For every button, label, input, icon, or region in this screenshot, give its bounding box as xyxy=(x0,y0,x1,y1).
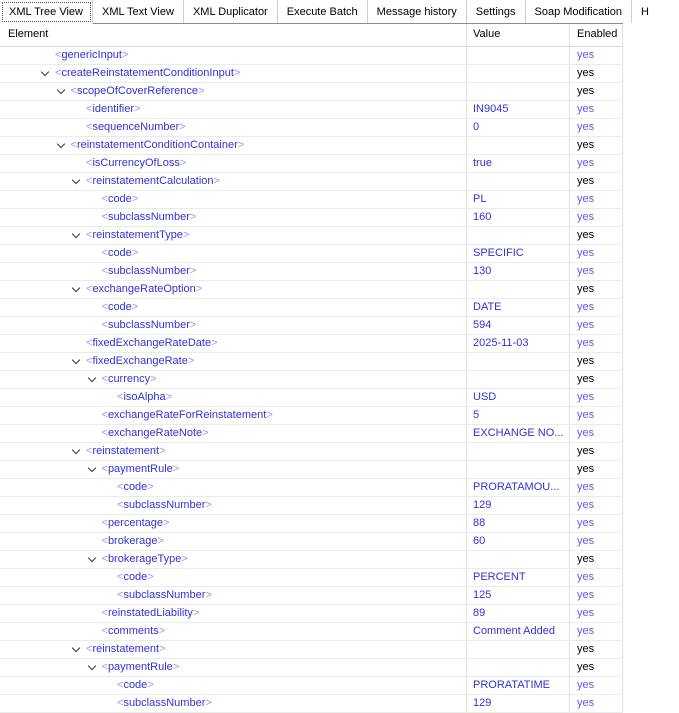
collapse-chevron-icon[interactable] xyxy=(87,666,102,669)
tree-rows xyxy=(0,47,623,713)
tree-row xyxy=(0,641,623,659)
enabled-cell[interactable]: yes xyxy=(570,191,623,208)
enabled-cell[interactable]: yes xyxy=(570,209,623,226)
value-cell[interactable]: EXCHANGE NO... xyxy=(467,425,570,442)
tree-row xyxy=(0,371,623,389)
tree-row xyxy=(0,227,623,245)
enabled-cell[interactable]: yes xyxy=(570,137,623,154)
value-cell[interactable]: 594 xyxy=(467,317,570,334)
value-cell[interactable]: PRORATAMOU... xyxy=(467,479,570,496)
tree-row xyxy=(0,587,623,605)
chevron-down-icon xyxy=(72,356,80,364)
element-cell xyxy=(0,353,467,370)
enabled-cell[interactable]: yes xyxy=(570,677,623,694)
xml-tree-table xyxy=(0,24,623,713)
element-tag[interactable]: <subclassNumber> xyxy=(101,211,197,223)
value-cell[interactable] xyxy=(467,47,570,64)
collapse-chevron-icon[interactable] xyxy=(87,378,102,381)
value-cell[interactable] xyxy=(467,227,570,244)
tree-row xyxy=(0,245,623,263)
enabled-cell[interactable]: yes xyxy=(570,659,623,676)
tree-row xyxy=(0,317,623,335)
enabled-cell[interactable]: yes xyxy=(570,281,623,298)
element-cell xyxy=(0,47,467,64)
value-cell[interactable]: 129 xyxy=(467,497,570,514)
enabled-cell[interactable]: yes xyxy=(570,641,623,658)
table-header xyxy=(0,24,623,47)
chevron-down-icon xyxy=(41,68,49,76)
collapse-chevron-icon[interactable] xyxy=(87,558,102,561)
tab-xml-tree-view[interactable]: XML Tree View xyxy=(0,0,93,24)
element-cell xyxy=(0,461,467,478)
tree-row xyxy=(0,65,623,83)
value-cell[interactable]: 2025-11-03 xyxy=(467,335,570,352)
tree-row xyxy=(0,83,623,101)
element-cell xyxy=(0,479,467,496)
value-cell[interactable]: 129 xyxy=(467,695,570,712)
element-tag[interactable]: <createReinstatementConditionInput> xyxy=(55,67,241,79)
element-cell xyxy=(0,155,467,172)
chevron-down-icon xyxy=(87,374,95,382)
element-tag[interactable]: <currency> xyxy=(101,373,157,385)
element-tag[interactable]: <code> xyxy=(101,247,139,259)
tree-row xyxy=(0,677,623,695)
column-header-enabled[interactable]: Enabled xyxy=(570,24,623,46)
enabled-cell[interactable]: yes xyxy=(570,605,623,622)
enabled-cell[interactable]: yes xyxy=(570,47,623,64)
tree-row xyxy=(0,407,623,425)
value-cell[interactable] xyxy=(467,371,570,388)
tree-row xyxy=(0,209,623,227)
tree-row xyxy=(0,299,623,317)
chevron-down-icon xyxy=(56,86,64,94)
value-cell[interactable]: SPECIFIC xyxy=(467,245,570,262)
tree-row xyxy=(0,479,623,497)
chevron-down-icon xyxy=(72,644,80,652)
element-tag[interactable]: <code> xyxy=(117,481,154,493)
collapse-chevron-icon[interactable] xyxy=(40,72,55,75)
chevron-down-icon xyxy=(72,284,80,292)
collapse-chevron-icon[interactable] xyxy=(71,180,86,183)
tab-h[interactable]: H xyxy=(632,0,679,23)
value-cell[interactable]: 160 xyxy=(467,209,570,226)
element-cell xyxy=(0,425,467,442)
tree-row xyxy=(0,47,623,65)
tab-xml-text-view[interactable]: XML Text View xyxy=(93,0,184,23)
element-tag[interactable]: <subclassNumber> xyxy=(117,589,212,601)
element-cell xyxy=(0,443,467,460)
value-cell[interactable] xyxy=(467,353,570,370)
tree-row xyxy=(0,695,623,713)
element-tag[interactable]: <reinstatementType> xyxy=(86,229,190,241)
element-cell xyxy=(0,515,467,532)
element-tag[interactable]: <fixedExchangeRate> xyxy=(86,355,195,367)
element-cell xyxy=(0,209,467,226)
column-header-value[interactable]: Value xyxy=(467,24,570,46)
element-tag[interactable]: <reinstatementConditionContainer> xyxy=(70,139,245,151)
chevron-down-icon xyxy=(87,554,95,562)
element-tag[interactable]: <sequenceNumber> xyxy=(86,121,186,133)
tree-row xyxy=(0,263,623,281)
element-tag[interactable]: <exchangeRateNote> xyxy=(101,427,209,439)
tree-row xyxy=(0,173,623,191)
enabled-cell[interactable]: yes xyxy=(570,371,623,388)
element-tag[interactable]: <subclassNumber> xyxy=(117,697,212,709)
enabled-cell[interactable]: yes xyxy=(570,317,623,334)
chevron-down-icon xyxy=(72,446,80,454)
tree-row xyxy=(0,623,623,641)
element-cell xyxy=(0,65,467,82)
element-tag[interactable]: <exchangeRateOption> xyxy=(86,283,203,295)
value-cell[interactable] xyxy=(467,137,570,154)
value-cell[interactable]: 125 xyxy=(467,587,570,604)
element-tag[interactable]: <percentage> xyxy=(101,517,170,529)
enabled-cell[interactable]: yes xyxy=(570,155,623,172)
enabled-cell[interactable]: yes xyxy=(570,227,623,244)
tree-row xyxy=(0,605,623,623)
value-cell[interactable] xyxy=(467,551,570,568)
enabled-cell[interactable]: yes xyxy=(570,569,623,586)
value-cell[interactable]: 88 xyxy=(467,515,570,532)
value-cell[interactable]: PL xyxy=(467,191,570,208)
tab-settings[interactable]: Settings xyxy=(467,0,526,23)
enabled-cell[interactable]: yes xyxy=(570,353,623,370)
value-cell[interactable] xyxy=(467,281,570,298)
element-cell xyxy=(0,371,467,388)
collapse-chevron-icon[interactable] xyxy=(56,144,71,147)
enabled-cell[interactable]: yes xyxy=(570,101,623,118)
collapse-chevron-icon[interactable] xyxy=(71,234,86,237)
value-cell[interactable] xyxy=(467,659,570,676)
element-tag[interactable]: <subclassNumber> xyxy=(117,499,212,511)
element-tag[interactable]: <reinstatementCalculation> xyxy=(86,175,220,187)
element-cell xyxy=(0,263,467,280)
value-cell[interactable]: IN9045 xyxy=(467,101,570,118)
tree-row xyxy=(0,569,623,587)
element-cell xyxy=(0,659,467,676)
enabled-cell[interactable]: yes xyxy=(570,335,623,352)
element-cell xyxy=(0,299,467,316)
value-cell[interactable] xyxy=(467,173,570,190)
collapse-chevron-icon[interactable] xyxy=(71,648,86,651)
chevron-down-icon xyxy=(56,140,64,148)
element-tag[interactable]: <brokerageType> xyxy=(101,553,188,565)
tree-row xyxy=(0,497,623,515)
enabled-cell[interactable]: yes xyxy=(570,461,623,478)
enabled-cell[interactable]: yes xyxy=(570,407,623,424)
element-cell xyxy=(0,227,467,244)
element-cell xyxy=(0,551,467,568)
element-tag[interactable]: <fixedExchangeRateDate> xyxy=(86,337,218,349)
enabled-cell[interactable]: yes xyxy=(570,497,623,514)
tab-xml-duplicator[interactable]: XML Duplicator xyxy=(184,0,278,23)
chevron-down-icon xyxy=(72,176,80,184)
enabled-cell[interactable]: yes xyxy=(570,119,623,136)
tree-row xyxy=(0,191,623,209)
tree-row xyxy=(0,281,623,299)
element-cell xyxy=(0,137,467,154)
element-tag[interactable]: <comments> xyxy=(101,625,166,637)
element-cell xyxy=(0,695,467,712)
value-cell[interactable]: PERCENT xyxy=(467,569,570,586)
collapse-chevron-icon[interactable] xyxy=(71,450,86,453)
enabled-cell[interactable]: yes xyxy=(570,551,623,568)
element-cell xyxy=(0,569,467,586)
tab-message-history[interactable]: Message history xyxy=(368,0,467,23)
tab-execute-batch[interactable]: Execute Batch xyxy=(278,0,368,23)
tree-row xyxy=(0,425,623,443)
tree-row xyxy=(0,389,623,407)
enabled-cell[interactable]: yes xyxy=(570,425,623,442)
value-cell[interactable]: 60 xyxy=(467,533,570,550)
enabled-cell[interactable]: yes xyxy=(570,623,623,640)
element-cell xyxy=(0,173,467,190)
tree-row xyxy=(0,335,623,353)
tree-row xyxy=(0,461,623,479)
column-header-element[interactable]: Element xyxy=(0,24,467,46)
element-tag[interactable]: <brokerage> xyxy=(101,535,164,547)
element-tag[interactable]: <subclassNumber> xyxy=(101,319,197,331)
element-cell xyxy=(0,497,467,514)
enabled-cell[interactable]: yes xyxy=(570,245,623,262)
enabled-cell[interactable]: yes xyxy=(570,695,623,712)
enabled-cell[interactable]: yes xyxy=(570,443,623,460)
enabled-cell[interactable]: yes xyxy=(570,533,623,550)
collapse-chevron-icon[interactable] xyxy=(71,360,86,363)
enabled-cell[interactable]: yes xyxy=(570,173,623,190)
element-cell xyxy=(0,533,467,550)
tab-bar xyxy=(0,0,649,24)
value-cell[interactable]: PRORATATIME xyxy=(467,677,570,694)
enabled-cell[interactable]: yes xyxy=(570,587,623,604)
element-tag[interactable]: <subclassNumber> xyxy=(101,265,197,277)
value-cell[interactable]: Comment Added xyxy=(467,623,570,640)
element-cell xyxy=(0,677,467,694)
element-cell xyxy=(0,245,467,262)
element-cell xyxy=(0,605,467,622)
element-tag[interactable]: <isoAlpha> xyxy=(117,391,173,403)
element-tag[interactable]: <code> xyxy=(101,301,139,313)
value-cell[interactable]: USD xyxy=(467,389,570,406)
element-cell xyxy=(0,119,467,136)
value-cell[interactable]: 0 xyxy=(467,119,570,136)
tree-row xyxy=(0,443,623,461)
element-cell xyxy=(0,101,467,118)
element-tag[interactable]: <code> xyxy=(117,571,154,583)
element-cell xyxy=(0,191,467,208)
element-tag[interactable]: <code> xyxy=(117,679,154,691)
value-cell[interactable]: 130 xyxy=(467,263,570,280)
element-cell xyxy=(0,641,467,658)
element-tag[interactable]: <isCurrencyOfLoss> xyxy=(86,157,187,169)
tree-row xyxy=(0,353,623,371)
element-cell xyxy=(0,317,467,334)
element-tag[interactable]: <exchangeRateForReinstatement> xyxy=(101,409,273,421)
value-cell[interactable] xyxy=(467,461,570,478)
chevron-down-icon xyxy=(72,230,80,238)
element-cell xyxy=(0,83,467,100)
value-cell[interactable] xyxy=(467,443,570,460)
enabled-cell[interactable]: yes xyxy=(570,389,623,406)
tree-row xyxy=(0,155,623,173)
tree-row xyxy=(0,515,623,533)
element-tag[interactable]: <paymentRule> xyxy=(101,463,180,475)
element-tag[interactable]: <genericInput> xyxy=(55,49,129,61)
element-cell xyxy=(0,281,467,298)
element-tag[interactable]: <code> xyxy=(101,193,139,205)
enabled-cell[interactable]: yes xyxy=(570,515,623,532)
value-cell[interactable]: DATE xyxy=(467,299,570,316)
enabled-cell[interactable]: yes xyxy=(570,479,623,496)
tab-soap-modification[interactable]: Soap Modification xyxy=(526,0,632,23)
collapse-chevron-icon[interactable] xyxy=(87,468,102,471)
enabled-cell[interactable]: yes xyxy=(570,299,623,316)
tree-row xyxy=(0,659,623,677)
enabled-cell[interactable]: yes xyxy=(570,263,623,280)
collapse-chevron-icon[interactable] xyxy=(56,90,71,93)
element-tag[interactable]: <paymentRule> xyxy=(101,661,180,673)
element-tag[interactable]: <reinstatement> xyxy=(86,445,166,457)
enabled-cell[interactable]: yes xyxy=(570,83,623,100)
element-tag[interactable]: <reinstatement> xyxy=(86,643,166,655)
chevron-down-icon xyxy=(87,662,95,670)
element-cell xyxy=(0,623,467,640)
value-cell[interactable] xyxy=(467,641,570,658)
value-cell[interactable]: 89 xyxy=(467,605,570,622)
chevron-down-icon xyxy=(87,464,95,472)
tree-row xyxy=(0,551,623,569)
element-cell xyxy=(0,407,467,424)
enabled-cell[interactable]: yes xyxy=(570,65,623,82)
element-tag[interactable]: <identifier> xyxy=(86,103,141,115)
element-tag[interactable]: <reinstatedLiability> xyxy=(101,607,200,619)
element-cell xyxy=(0,335,467,352)
value-cell[interactable] xyxy=(467,65,570,82)
tree-row xyxy=(0,119,623,137)
value-cell[interactable]: true xyxy=(467,155,570,172)
element-tag[interactable]: <scopeOfCoverReference> xyxy=(70,85,205,97)
tree-row xyxy=(0,137,623,155)
tree-row xyxy=(0,101,623,119)
element-cell xyxy=(0,389,467,406)
value-cell[interactable]: 5 xyxy=(467,407,570,424)
collapse-chevron-icon[interactable] xyxy=(71,288,86,291)
element-cell xyxy=(0,587,467,604)
tree-row xyxy=(0,533,623,551)
value-cell[interactable] xyxy=(467,83,570,100)
